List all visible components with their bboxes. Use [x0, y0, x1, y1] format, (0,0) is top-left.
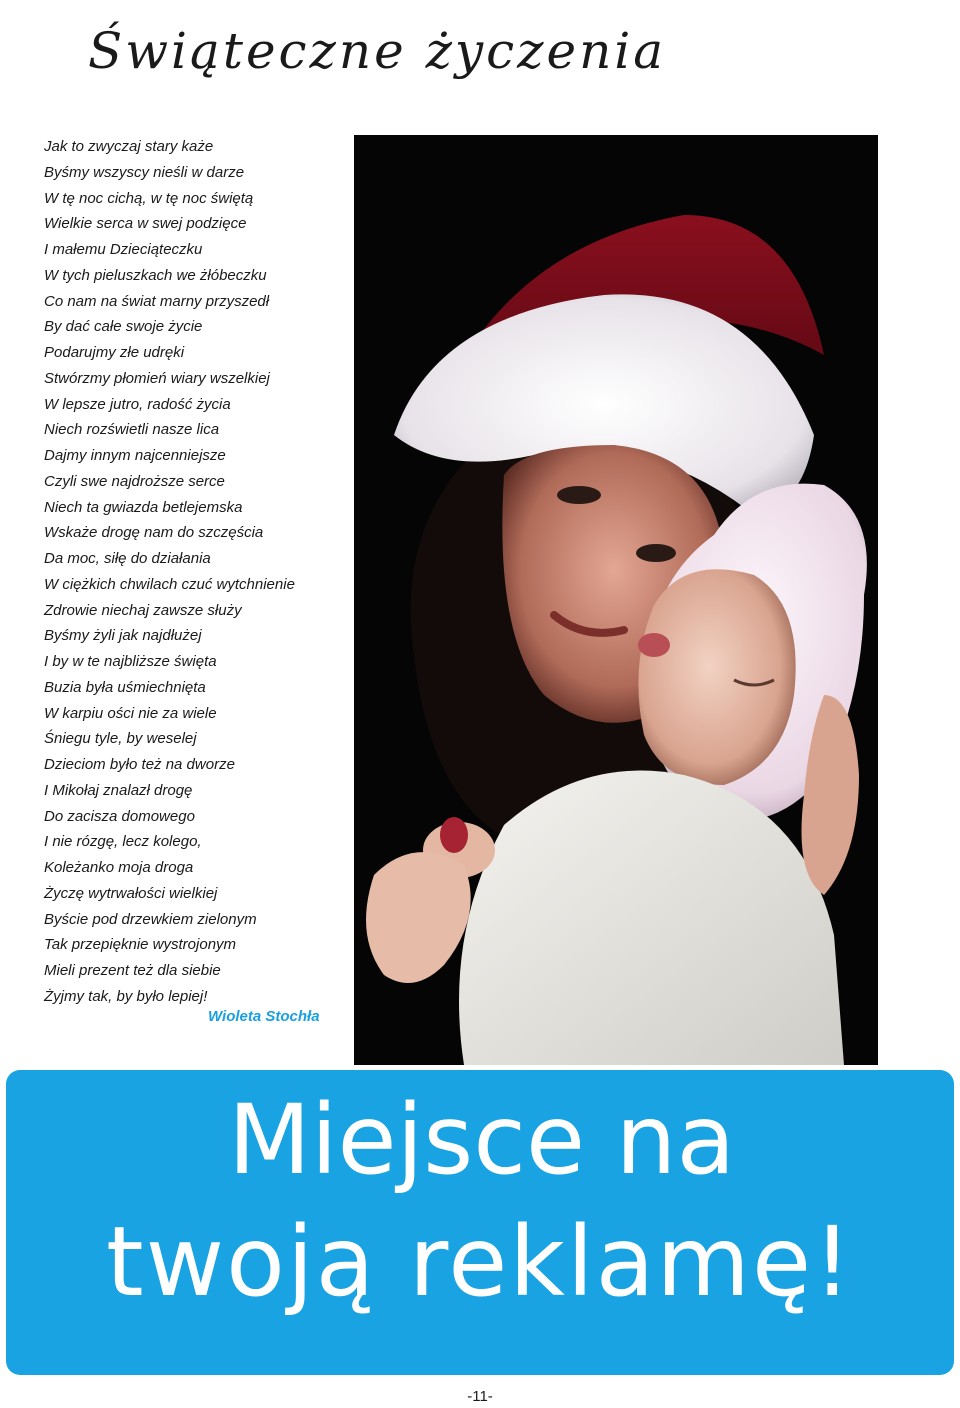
- poem-line: Co nam na świat marny przyszedł: [44, 292, 270, 310]
- poem-line: Mieli prezent też dla siebie: [44, 962, 221, 979]
- poem-line: Byśmy żyli jak najdłużej: [44, 627, 202, 645]
- poem-line: Jak to zwyczaj stary każe: [44, 138, 214, 155]
- ad-line-2: twoją reklamę!: [106, 1206, 854, 1318]
- poem-line: Życzę wytrwałości wielkiej: [44, 884, 218, 902]
- poem-line: I by w te najbliższe święta: [44, 653, 217, 670]
- page-title: Świąteczne życzenia: [88, 22, 667, 80]
- poem-line: I małemu Dzieciąteczku: [44, 241, 203, 258]
- poem-line: Dzieciom było też na dworze: [44, 756, 235, 773]
- page-number: -11-: [467, 1388, 493, 1405]
- poem-line: Czyli swe najdroższe serce: [44, 472, 225, 490]
- poem-line: Wielkie serca w swej podzięce: [44, 215, 247, 233]
- ad-space-banner: [6, 1070, 954, 1375]
- poem-line: By dać całe swoje życie: [44, 318, 203, 336]
- poem-line: Byście pod drzewkiem zielonym: [44, 910, 257, 928]
- photo-illustration: [354, 135, 878, 1065]
- poem-line: W karpiu ości nie za wiele: [44, 704, 217, 722]
- poem-line: W lepsze jutro, radość życia: [44, 395, 231, 413]
- poem-line: Da moc, siłę do działania: [44, 550, 211, 567]
- poem-line: Dajmy innym najcenniejsze: [44, 447, 226, 464]
- christmas-photo: [354, 135, 878, 1065]
- poem-line: Zdrowie niechaj zawsze służy: [44, 601, 242, 619]
- poem-line: Wskaże drogę nam do szczęścia: [44, 524, 264, 542]
- poem-line: W tych pieluszkach we żłóbeczku: [44, 266, 267, 284]
- poem-line: Buzia była uśmiechnięta: [44, 678, 206, 696]
- poem-line: Podarujmy złe udręki: [44, 344, 185, 361]
- poem-line: W ciężkich chwilach czuć wytchnienie: [44, 575, 295, 593]
- poem-line: Niech rozświetli nasze lica: [44, 421, 220, 439]
- poem-line: Koleżanko moja droga: [44, 859, 194, 876]
- poem-line: I Mikołaj znalazł drogę: [44, 781, 193, 799]
- poem-line: Byśmy wszyscy nieśli w darze: [44, 163, 245, 181]
- poem-line: I nie rózgę, lecz kolego,: [44, 833, 202, 851]
- poem: [44, 134, 344, 1010]
- poem-line: W tę noc cichą, w tę noc świętą: [44, 189, 254, 207]
- poem-line: Żyjmy tak, by było lepiej!: [44, 987, 208, 1005]
- poem-author: Wioleta Stochła: [208, 1008, 320, 1025]
- poem-line: Niech ta gwiazda betlejemska: [44, 498, 243, 516]
- poem-line: Tak przepięknie wystrojonym: [44, 936, 237, 954]
- ad-line-1: Miejsce na: [228, 1084, 736, 1196]
- poem-line: Do zacisza domowego: [44, 807, 195, 825]
- poem-line: Śniegu tyle, by weselej: [44, 730, 197, 748]
- poem-line: Stwórzmy płomień wiary wszelkiej: [44, 369, 270, 387]
